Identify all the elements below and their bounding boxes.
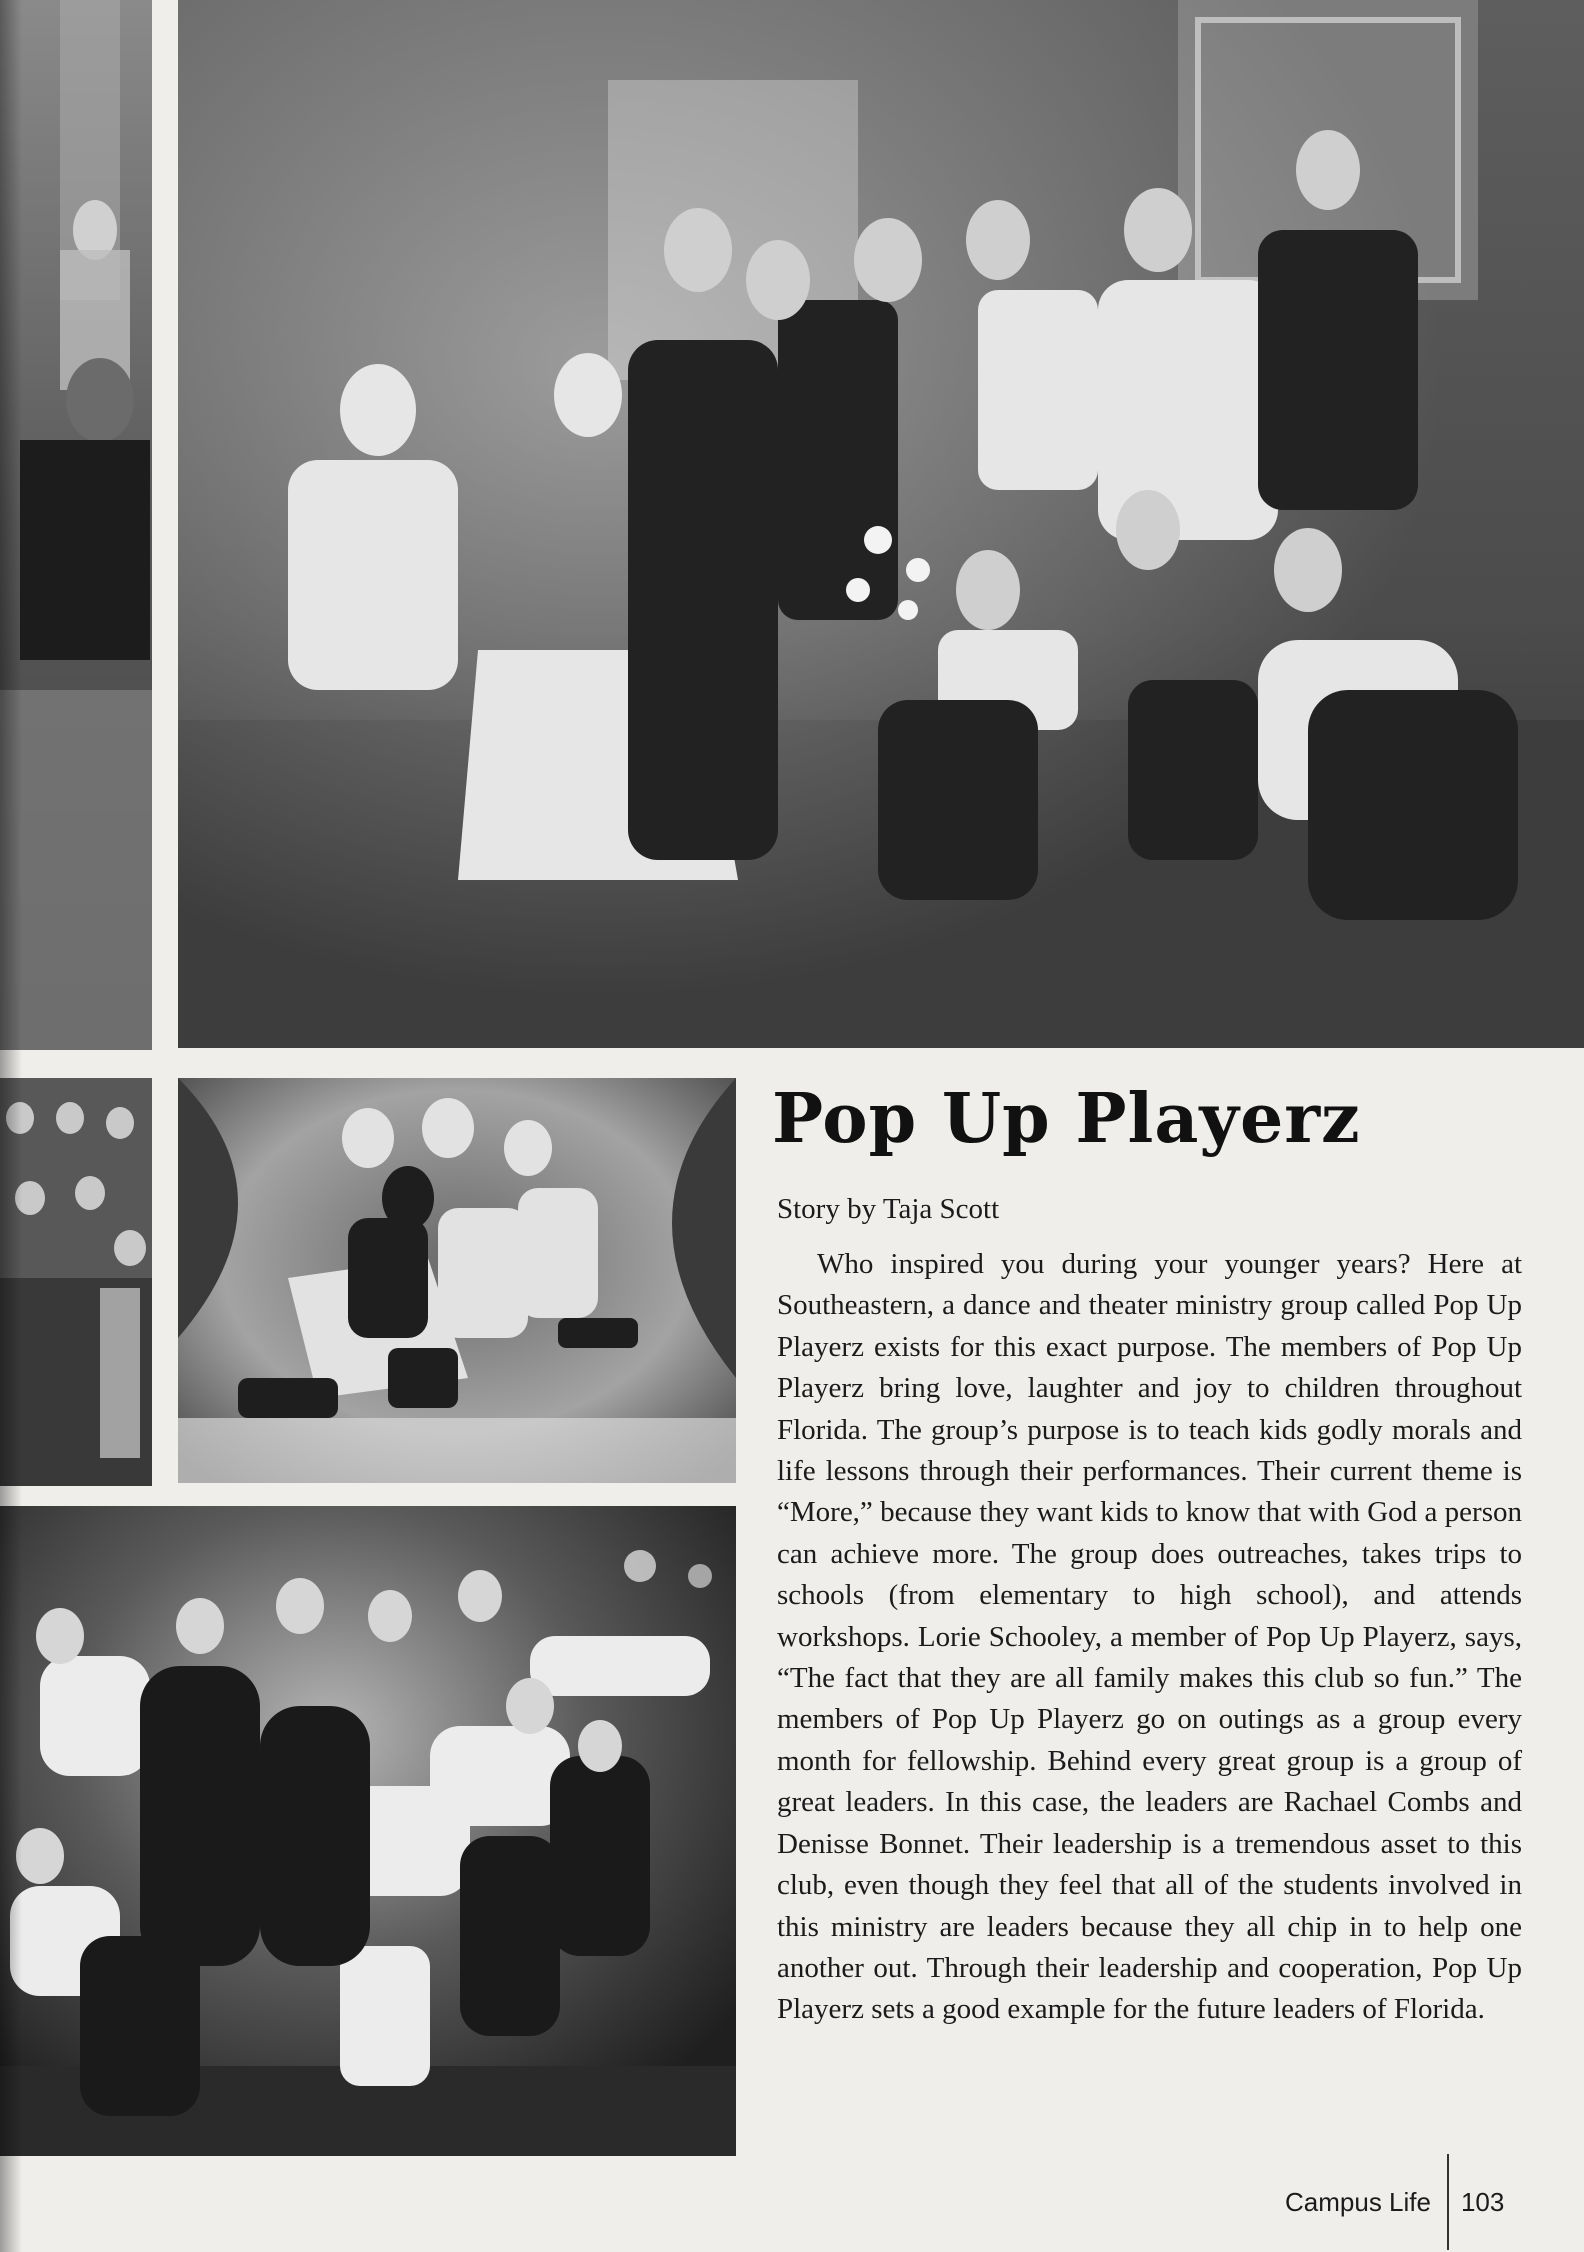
- left-edge-photo-top: [0, 0, 152, 1050]
- article-byline: Story by Taja Scott: [777, 1193, 1000, 1225]
- page-footer: [1285, 2154, 1504, 2250]
- photo-dancers-stairs: [178, 1078, 736, 1483]
- left-edge-photo-middle: [0, 1078, 152, 1486]
- footer-divider: [1447, 2154, 1449, 2250]
- photo-performance: [0, 1506, 736, 2156]
- page-gutter-shadow: [0, 0, 22, 2252]
- article-body: Who inspired you during your younger years? Here at Southeastern, a dance and theater ministry group called Pop Up Playerz exists for this exact purpose. The members of Pop Up Playerz bring love, laughter and joy to children throughout Florida. The group’s purpose is to teach kids godly morals and life lessons through their performances. Their current theme is “More,” because they want kids to know that with God a person can achieve more. The group does outreaches, takes trips to schools (from elementary to high school), and attends workshops. Lorie Schooley, a member of Pop Up Playerz, says, “The fact that they are all family makes this club so fun.” The members of Pop Up Playerz go on outings as a group every month for fellowship. Behind every great group is a group of great leaders. In this case, the leaders are Rachael Combs and Denisse Bonnet. Their leadership is a tremendous asset to this club, even though they feel that all of the students involved in this ministry are leaders because they all chip in to help one another out. Through their leadership and cooperation, Pop Up Playerz sets a good example for the future leaders of Florida.: [777, 1248, 1522, 2026]
- group-photo-main: [178, 0, 1584, 1048]
- footer-section-label: Campus Life: [1285, 2186, 1431, 2217]
- page-number: 103: [1460, 2186, 1505, 2217]
- article-title: Pop Up Playerz: [772, 1079, 1361, 1159]
